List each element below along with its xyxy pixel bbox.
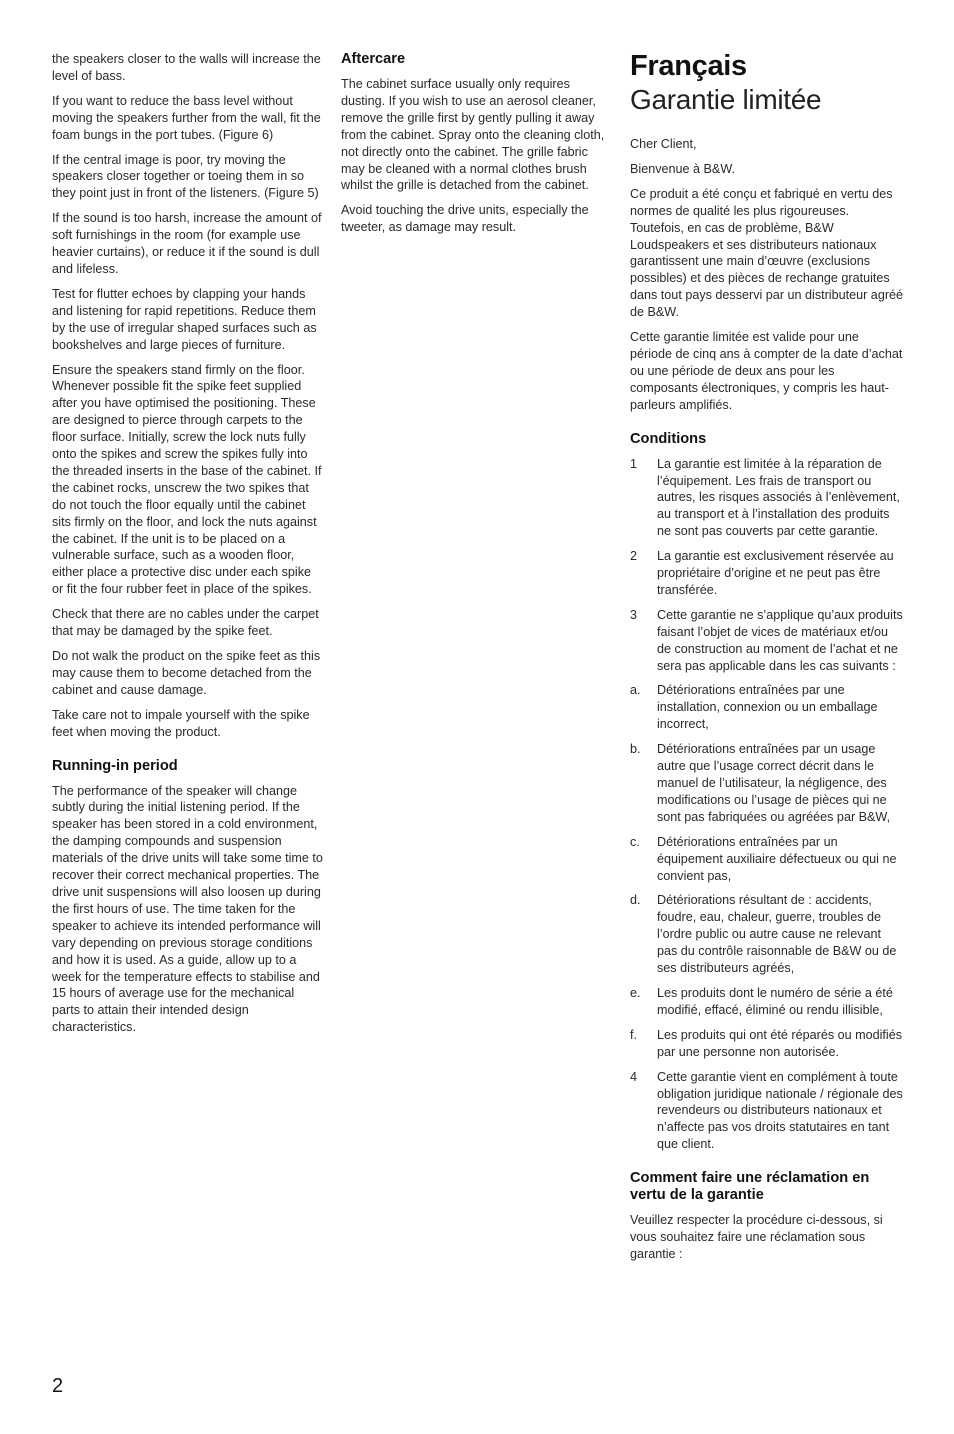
- warranty-title: Garantie limitée: [630, 84, 822, 115]
- list-marker: c.: [630, 834, 640, 849]
- paragraph: Do not walk the product on the spike feet as this may cause them to become detached from the cabinet and cause damage.: [52, 649, 321, 697]
- page-number: 2: [52, 1375, 64, 1397]
- list-item-text: La garantie est limitée à la réparation de l’équipement. Les frais de transport ou autres, les risques associés à l’enlèvement, au transport et à l’installation des produits ne sont pas couverts par cette garantie.: [657, 456, 900, 539]
- list-item-text: Détériorations entraînées par un usage autre que l’usage correct décrit dans le manuel de l’utilisateur, la négligence, des modifications ou l’usage de pièces qui ne sont pas fabriquées ou agréées par B&W,: [657, 742, 891, 824]
- paragraph: Cher Client,: [630, 137, 697, 151]
- list-marker: f.: [630, 1027, 637, 1042]
- list-marker: a.: [630, 683, 641, 698]
- paragraph: Ensure the speakers stand firmly on the floor. Whenever possible fit the spike feet supplied after you have optimised the positioning. These are designed to pierce through carpets to the floor surface. Initially, screw the lock nuts fully onto the spikes and screw the spikes fully into the threaded inserts in the base of the cabinet. If the cabinet rocks, unscrew the two spikes that do not touch the floor equally until the cabinet sits firmly on the floor, and lock the nuts against the cabinet. If the unit is to be placed on a vulnerable surface, such as a wooden floor, either place a protective disc under each spike or fit the four rubber feet in place of the spikes.: [52, 362, 322, 597]
- list-marker: 3: [630, 607, 638, 622]
- conditions-heading: Conditions: [630, 430, 707, 447]
- list-marker: b.: [630, 742, 641, 757]
- list-item: [630, 1027, 904, 1061]
- aftercare-heading: Aftercare: [341, 51, 406, 67]
- column-french-warranty: [630, 51, 904, 1271]
- list-item-text: Les produits dont le numéro de série a été modifié, effacé, éliminé ou rendu illisible,: [657, 985, 893, 1017]
- paragraph: Avoid touching the drive units, especially the tweeter, as damage may result.: [341, 203, 589, 235]
- list-marker: e.: [630, 985, 641, 1000]
- paragraph: If the sound is too harsh, increase the amount of soft furnishings in the room (for example use heavier curtains), or reduce it if the sound is dull and lifeless.: [52, 211, 322, 276]
- list-marker: 1: [630, 456, 638, 471]
- list-item: [630, 741, 904, 826]
- list-item: [630, 834, 904, 885]
- list-item: [630, 892, 904, 977]
- column-english-aftercare: [341, 51, 613, 244]
- list-item-text: Détériorations entraînées par un équipement auxiliaire défectueux ou qui ne convient pas,: [657, 834, 897, 883]
- list-item-text: Cette garantie ne s’applique qu’aux produits faisant l’objet de vices de matériaux et/ou de construction au moment de l’achat et ne sera pas applicable dans les cas suivants :: [657, 607, 903, 673]
- paragraph: Take care not to impale yourself with the spike feet when moving the product.: [52, 707, 310, 739]
- running-in-paragraph: The performance of the speaker will change subtly during the initial listening period. If the speaker has been stored in a cold environment, the damping compounds and suspension materials of the drive units will take some time to recover their correct mechanical properties. The drive unit suspensions will also loosen up during the first hours of use. The time taken for the speaker to achieve its intended performance will vary depending on previous storage conditions and how it is used. As a guide, allow up to a week for the temperature effects to stabilise and 15 hours of average use for the mechanical parts to attain their intended design characteristics.: [52, 783, 323, 1035]
- claim-paragraph: Veuillez respecter la procédure ci-dessous, si vous souhaitez faire une réclamation sous garantie :: [630, 1213, 883, 1261]
- conditions-list: [630, 456, 904, 1154]
- list-item: [630, 456, 904, 541]
- paragraph: Bienvenue à B&W.: [630, 161, 736, 176]
- paragraph: If the central image is poor, try moving the speakers closer together or toeing them in so they point just in front of the listeners. (Figure 5): [52, 152, 319, 201]
- list-item-text: Les produits qui ont été réparés ou modifiés par une personne non autorisée.: [657, 1027, 903, 1059]
- claim-heading: Comment faire une réclamation en vertu de la garantie: [630, 1170, 870, 1204]
- list-item-text: La garantie est exclusivement réservée au propriétaire d’origine et ne peut pas être transférée.: [657, 549, 894, 597]
- list-item-text: Détériorations résultant de : accidents, foudre, eau, chaleur, guerre, troubles de l’ordre public ou autre cause ne relevant pas du contrôle raisonnable de B&W ou de ses distributeurs agréés,: [657, 893, 897, 976]
- paragraph: Cette garantie limitée est valide pour une période de cinq ans à compter de la date d’achat ou une période de deux ans pour les composants électroniques, y compris les haut-parleurs amplifiés.: [630, 330, 903, 412]
- list-item: [630, 682, 904, 733]
- paragraph: Check that there are no cables under the carpet that may be damaged by the spike feet.: [52, 607, 319, 639]
- paragraph: If you want to reduce the bass level without moving the speakers further from the wall, fit the foam bungs in the port tubes. (Figure 6): [52, 93, 321, 142]
- running-in-heading: Running-in period: [52, 757, 178, 774]
- list-item-text: Détériorations entraînées par une installation, connexion ou un emballage incorrect,: [657, 683, 878, 732]
- paragraph: Ce produit a été conçu et fabriqué en vertu des normes de qualité les plus rigoureuses. Toutefois, en cas de problème, B&W Loudspeakers et ses distributeurs nationaux garantissent une main d’œuvre (exclusions possibles) et des pièces de rechange gratuites dans tout pays desservi par un distributeur agréé de B&W.: [630, 186, 904, 320]
- list-item: [630, 607, 904, 675]
- list-item: [630, 548, 904, 599]
- list-marker: 2: [630, 549, 638, 564]
- list-item-text: Cette garantie vient en complément à toute obligation juridique nationale / régionale des revendeurs ou distributeurs nationaux et n’affecte pas vos droits statutaires en tant que client.: [657, 1069, 903, 1152]
- paragraph: The cabinet surface usually only requires dusting. If you wish to use an aerosol cleaner, remove the grille first by gently pulling it away from the cabinet. Spray onto the cleaning cloth, not directly onto the cabinet. The grille fabric may be cleaned with a normal clothes brush whilst the grille is detached from the cabinet.: [341, 77, 605, 193]
- list-item: [630, 985, 904, 1019]
- list-marker: 4: [630, 1069, 638, 1084]
- paragraph: Test for flutter echoes by clapping your hands and listening for rapid repetitions. Reduce them by the use of irregular shaped surfaces such as bookshelves and large pieces of furniture.: [52, 286, 317, 352]
- list-item: [630, 1069, 904, 1154]
- paragraph: the speakers closer to the walls will increase the level of bass.: [52, 52, 321, 83]
- list-marker: d.: [630, 893, 641, 908]
- language-title: Français: [630, 50, 747, 82]
- column-english-setup: [52, 51, 324, 1044]
